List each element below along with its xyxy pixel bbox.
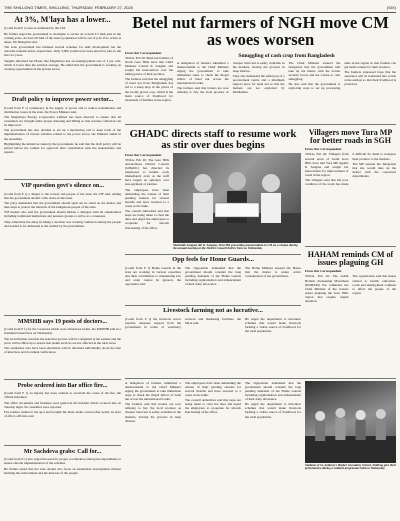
paragraph: VIP leaders also said the government should initiate a dialogue with all stakeholders including traditional institutions and pressure groups to arrive at a consensus. — [4, 210, 121, 219]
paragraph: Sangma informed the House that Meghalaya has an unemployment rate of 3 per cent, which is lower than the national average. He added that the government is working on creating opportunities in the private sector. — [4, 58, 121, 71]
paragraph: (Contd from P 1) consistency in the supply of power and to reduce transmission and distribution losses in the state, the Power Minister said. — [4, 105, 121, 114]
paragraph: They also demanded the setting up of a procurement centre and a minimum support price for betel nut so that the farmers are not exploited by middlemen. — [232, 74, 285, 95]
divider — [4, 93, 121, 94]
paragraph: The Opposition demanded that the government should consider the long pending demands of the Home Guards including regularisation and enhancement of their daily allowance. — [245, 380, 301, 401]
photo-block — [173, 153, 301, 253]
ghadc-text-column — [125, 153, 169, 253]
paragraph: The office documents and furniture were gutted in the incident which occurred late on Tuesday night. No casualties were reported. — [4, 400, 121, 409]
lead-story — [125, 14, 396, 123]
paragraph: TURA, Feb 26: The Garo Hills Autonomous District Council (GHADC) has directed its employees to resume work immediately even as the staff have begun an agitation over non-payment of salaries. — [125, 157, 169, 187]
headline: GHADC directs staff to resume work as stir over dues begins — [129, 128, 297, 151]
photo2-block — [305, 381, 396, 511]
divider — [4, 315, 121, 316]
paragraph: The council authorities said that steps are being taken to clear the dues and urged the employees to cooperate for smooth functioning of the office. — [125, 209, 169, 230]
paragraph: The council authorities said that steps are being taken to clear the dues and urged the employees to cooperate for smooth functioning of the office. — [185, 398, 241, 415]
paragraph: (Contd from P 1) area as estimated by the CM. — [4, 26, 66, 31]
opp-story — [125, 257, 301, 304]
headline: Livestock farming not as lucrative... — [163, 307, 263, 315]
paragraph: The organisation said that issues related to health, education, roads and employment continue to affect the people of the region. — [352, 274, 396, 295]
byline: From Our Correspondent — [305, 147, 342, 152]
paragraph: TURA, Feb 26: Villagers from several areas of South Garo Hills have met Tura MP Agatha K Sangma and sought her intervention for improvement of roads in the region. — [305, 152, 349, 177]
paragraph: (Contd from P 1) Home Guards in the state are working in various capacities and their contribution to maintaining law and order cannot be ignored, the opposition said. — [125, 265, 181, 286]
divider — [125, 305, 301, 306]
paragraph: They added that the delay in taking a decision was creating confusion among the people and needed to be addressed at the earliest by the government. — [4, 219, 121, 228]
byline: From Our Correspondent — [305, 269, 342, 274]
paragraph: He urged the department to introduce schemes that would make livestock farming a viable source of livelihood for the rural population. — [245, 316, 301, 334]
divider — [125, 378, 396, 379]
news-photo — [173, 153, 301, 243]
photo-figures-icon — [173, 153, 301, 243]
paragraph: (Contd from P 1) also urged the need for proper coordination among the departments to ensure smooth implementation of the schemes. — [4, 457, 121, 466]
story-unemployment — [4, 14, 121, 91]
paragraph: He further stated that the state should also focus on sustainable development without harming the environment and the interests of the people. — [4, 466, 121, 475]
headline: At 3%, M'laya has a lower... — [14, 15, 111, 24]
divider — [4, 179, 121, 180]
lead-headline: Betel nut farmers of NGH move CM as woes worsen — [132, 14, 389, 50]
paragraph: (Contd from P 1) for the vacancies which were advertised earlier, the MMSHB said in a statement issued here on Wednesday. — [4, 327, 121, 336]
photo-caption: Shahrukh Sangma (R) K. Sangma, Tura MP, presenting memorandum to CM on a cheque during the annual meeting at the District Council hall in Tura on Wednesday. — [173, 242, 298, 251]
paragraph: The government has also decided to set up a monitoring cell to keep track of the implementation of various schemes related to the power sector, the Minister added in the Assembly. — [4, 128, 121, 141]
paragraph: The Meghalaya Energy Corporation Limited has been directed to ensure that all consumers are brought under proper metering and billing so that revenue collection can be improved. — [4, 114, 121, 128]
paragraph: The state government has initiated several schemes for skill development but the outcome remains below expectation. Only 3,000 youths have been placed in jobs in the last two years. — [4, 45, 121, 58]
paragraph: The farmers said that traders are now refusing to buy the local produce as cheaper betel nut is easily available in the markets, leaving the growers in deep distress. — [177, 60, 285, 95]
header-dateline: THE SHILLONG TIMES, SHILLONG, THURSDAY, FEBRUARY 27, 2020 — [4, 4, 133, 10]
paragraph: The board further said that the selection process will be completed at the earliest and the posts will be filled up to ensure that health services are not affected in the rural areas. — [4, 336, 121, 345]
paragraph: Fire tenders rushed to the spot and brought the blaze under control after nearly an hour of effort, officials said. — [4, 410, 121, 419]
story-mmshb — [4, 317, 121, 377]
story-bar-fire — [4, 381, 121, 443]
paragraph: The farmers said that the smuggling of betel nut from Bangladesh has led to a steep drop in the prices of the locally grown crop, which is the main source of livelihood for thousands of families in the region. — [125, 77, 173, 102]
paragraph: (Contd from P 1) a danger to the society and people of the state, the VIP said, adding that the government should come clean on the issue. — [4, 191, 121, 200]
story-power-policy — [4, 95, 121, 177]
right-column — [125, 14, 396, 517]
byline: From Our Correspondent — [125, 50, 162, 55]
paragraph: He urged the department to introduce schemes that would make livestock farming a viable source of livelihood for the rural population. — [245, 402, 301, 419]
side-stories — [305, 127, 396, 377]
headline: Probe ordered into Bar office fire... — [17, 383, 108, 389]
headline: HAHAM reminds CM of issues plaguing GH — [307, 249, 394, 268]
paragraph: The MP assured the delegation that she would take up the matter with the concerned departments. — [352, 161, 396, 179]
divider — [4, 445, 121, 446]
paragraph: A delegation of farmers submitted a memorandum to the Chief Minister urging the government to take immediate steps to check the illegal inflow of betel nut across the international border. — [177, 60, 229, 86]
photo-caption: Students of St. Anthony's Higher Secondary School, Shillong give their performance during a cultural programme held on Wednesday. — [305, 462, 396, 471]
divider — [125, 124, 396, 125]
paragraph: The Opposition demanded that the government should consider the long pending demands of the Home Guards including regularisation and enhancement of their daily allowance. — [185, 265, 241, 286]
paragraph: He also said that the government is exploring ways to set up processing units in the region so that farmers can get better returns for their produce. — [288, 60, 396, 91]
headline: Draft policy to improve power sector... — [11, 96, 114, 103]
story-sachdeva — [4, 447, 121, 517]
page-header — [4, 2, 396, 13]
paragraph: The candidates who have been shortlisted will be informed individually about the date of interview and document verification. — [4, 346, 121, 355]
bottom-filler — [125, 381, 301, 511]
paragraph: (Contd from P 1) the livestock sector requires adequate support from the government in terms of veterinary services and marketing facilities, the MLA said. — [125, 316, 241, 330]
headline: Mr Sachdeva grabs: Call for... — [23, 449, 102, 455]
paragraph: The villagers said that the poor condition of the roads has made it difficult for them to transport their produce to the markets. — [305, 152, 396, 187]
divider — [305, 246, 396, 247]
lead-subhead: Smuggling of cash crop from Bangladesh — [238, 52, 335, 59]
paragraph: TURA, Feb 26: The Achik Holistic Awakening Movement (HAHAM) has reminded the Chief Minister of the various issues plaguing the Garo Hills region that require urgent attention. — [305, 274, 349, 303]
paragraph: The farmers expressed hope that the assurance will be translated into action at the earliest so that their livelihood is protected. — [344, 70, 396, 87]
headline: MMSHB says 19 posts of doctors... — [17, 319, 107, 325]
paragraph: He further urged the government to strategize to secure an overall 3.5 lakh jobs in the coming years. At least 28 lakh of the state's population will be out of jobs if no action is taken, Mr Diengdoh said. — [4, 31, 121, 44]
paragraph: The employees have been demanding the release of their pending salaries for several months and have resorted to a cease work strike. — [185, 380, 241, 397]
paragraph: A delegation of farmers submitted a memorandum to the Chief Minister urging the government to take immediate steps to check the illegal inflow of betel nut across the international border. — [125, 380, 181, 401]
school-photo — [305, 381, 396, 463]
paragraph: The Home Minister assured the House that the matter is under active consideration of the government. — [245, 265, 301, 278]
lead-main-columns — [177, 51, 396, 123]
villagers-story — [305, 127, 396, 245]
livestock-story — [125, 308, 301, 357]
paragraph: (Contd from P 1) an inquiry has been ordered to ascertain the cause of the fire, the official informed. — [4, 391, 121, 400]
headline: VIP question govt's silence on... — [20, 182, 105, 189]
paragraph: The employees have been demanding the release of their pending salaries for several months and have resorted to a cease work strike. — [125, 187, 169, 208]
haham-story — [305, 249, 396, 374]
divider — [125, 254, 301, 255]
headline: Opp feels for Home Guards... — [172, 255, 254, 263]
headline: Villagers move Tura MP for better roads in SGH — [308, 127, 393, 146]
paragraph: The farmers said that traders are now refusing to buy the local produce as cheaper betel nut is easily available in the markets, leaving the growers in deep distress. — [125, 402, 181, 423]
ghadc-story — [125, 127, 301, 377]
paragraph: TURA, Feb 26: Betel nut farmers of North Garo Hills have met Chief Minister Conrad K Sangma and sought his intervention over the falling prices of their produce. — [125, 55, 173, 76]
lead-intro-column — [125, 51, 173, 123]
divider — [4, 379, 121, 380]
paragraph: Highlighting the initiatives taken by the government, he said that the draft policy will be placed before the cabinet for approval after consultation with the stakeholders and experts. — [4, 141, 121, 154]
header-page-number: (SIX) — [386, 4, 396, 10]
left-column — [4, 14, 121, 517]
story-vip-question — [4, 181, 121, 313]
students-figures-icon — [305, 381, 396, 463]
paragraph: The Chief Minister assured the delegation that the government will take up the matter with the border security forces and the Centre to curb smuggling. — [288, 60, 341, 81]
paragraph: The party demanded that the government should spell out its stand on the matter and take steps to protect the interests of the indigenous people of the state. — [4, 200, 121, 209]
byline: From Our Correspondent — [125, 152, 162, 157]
